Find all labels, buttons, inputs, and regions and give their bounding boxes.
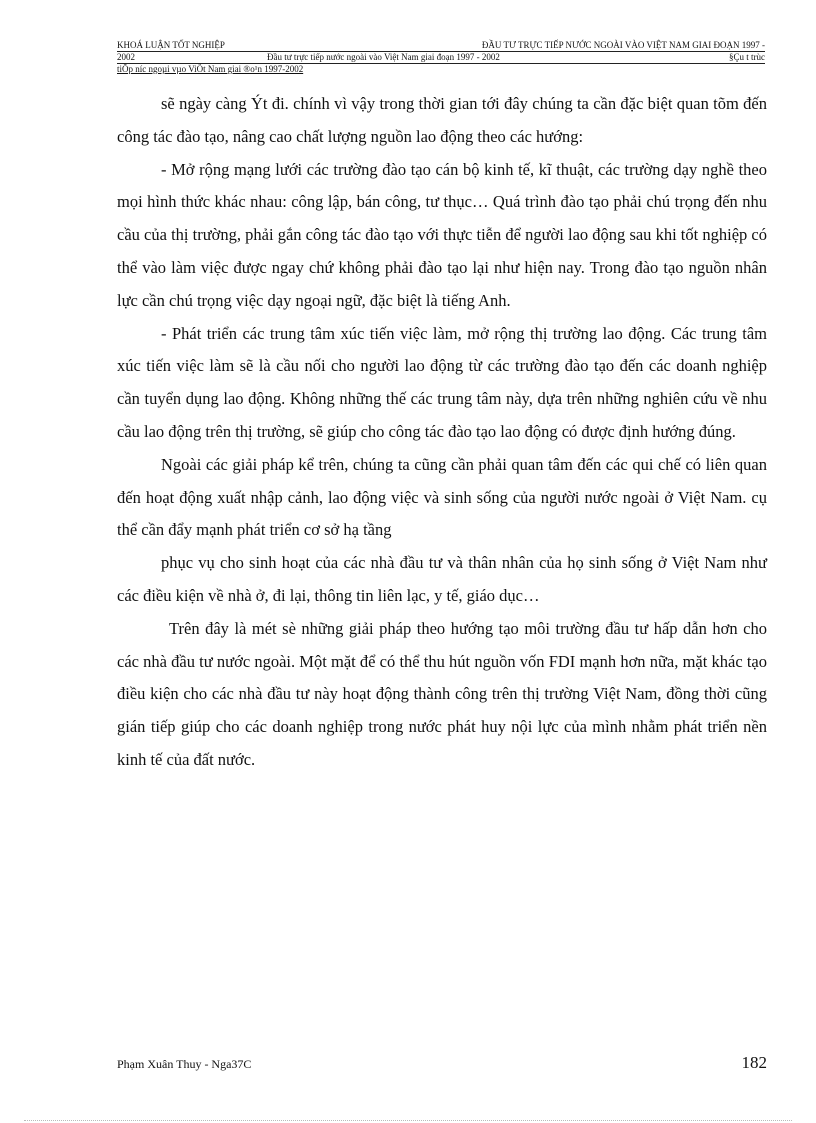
page-body bbox=[117, 88, 767, 777]
footer-author: Phạm Xuân Thuy - Nga37C bbox=[117, 1057, 252, 1071]
paragraph-6: Trên đây là mét sè những giải pháp theo hướng tạo môi trường đầu tư hấp dẫn hơn cho các nhà đầu tư nước ngoài. Một mặt để có thể thu hút nguồn vốn FDI mạnh hơn nữa, mặt khác tạo điều kiện cho các nhà đầu tư này hoạt động thành công trên thị trường Việt Nam, đồng thời cũng gián tiếp giúp cho các doanh nghiệp trong nước phát huy nội lực của mình nhằm phát triển nền kinh tế của đất nước. bbox=[117, 618, 767, 769]
paragraph-4: Ngoài các giải pháp kể trên, chúng ta cũng cần phải quan tâm đến các qui chế có liên quan đến hoạt động xuất nhập cảnh, lao động việc và sinh sống của người nước ngoài ở Việt Nam. cụ thể cần đẩy mạnh phát triển cơ sở hạ tầng bbox=[117, 454, 767, 540]
paragraph-2: - Mở rộng mạng lưới các trường đào tạo cán bộ kinh tế, kĩ thuật, các trường dạy nghề theo mọi hình thức khác nhau: công lập, bán công, tư thục… Quá trình đào tạo phải chú trọng đến nhu cầu của thị trường, phải gắn công tác đào tạo với thực tiễn để người lao động sau khi tốt nghiệp có thể vào làm việc được ngay chứ không phải đào tạo lại như hiện nay. Trong đào tạo nguồn nhân lực cần chú trọng việc dạy ngoại ngữ, đặc biệt là tiếng Anh. bbox=[117, 159, 767, 310]
header-thesis-label: KHOÁ LUẬN TỐT NGHIỆP bbox=[117, 40, 225, 50]
header-garbled-right: §Çu t trùc bbox=[729, 52, 765, 62]
page-number: 182 bbox=[741, 1053, 767, 1072]
page-bottom-border bbox=[24, 1120, 792, 1121]
page-footer bbox=[117, 1053, 767, 1077]
header-line-2 bbox=[117, 52, 765, 64]
header-line-3 bbox=[117, 64, 765, 75]
header-line-1 bbox=[117, 40, 765, 52]
header-year: 2002 bbox=[117, 52, 135, 62]
paragraph-5: phục vụ cho sinh hoạt của các nhà đầu tư và thân nhân của họ sinh sống ở Việt Nam như các điều kiện về nhà ở, đi lại, thông tin liên lạc, y tế, giáo dục… bbox=[117, 553, 767, 605]
header-subtitle: Đầu tư trực tiếp nước ngoài vào Việt Nam giai đoạn 1997 - 2002 bbox=[267, 52, 500, 62]
paragraph-3: - Phát triển các trung tâm xúc tiến việc làm, mở rộng thị trường lao động. Các trung tâm xúc tiến việc làm sẽ là cầu nối cho người lao động từ các trường đào tạo đến các doanh nghiệp cần tuyển dụng lao động. Không những thế các trung tâm này, dựa trên những nghiên cứu về nhu cầu lao động trên thị trường, sẽ giúp cho công tác đào tạo lao động có được định hướng đúng. bbox=[117, 323, 767, 441]
header-topic-title: ĐẦU TƯ TRỰC TIẾP NƯỚC NGOÀI VÀO VIỆT NAM GIAI ĐOẠN 1997 - bbox=[481, 40, 765, 50]
header-garbled-subtitle: tiÕp níc ngoµi vµo ViÖt Nam giai ®o¹n 1997-2002 bbox=[117, 64, 304, 74]
paragraph-1: sẽ ngày càng Ýt đi. chính vì vậy trong thời gian tới đây chúng ta cần đặc biệt quan tõm đến công tác đào tạo, nâng cao chất lượng nguồn lao động theo các hướng: bbox=[117, 94, 767, 146]
page-header bbox=[117, 40, 765, 75]
